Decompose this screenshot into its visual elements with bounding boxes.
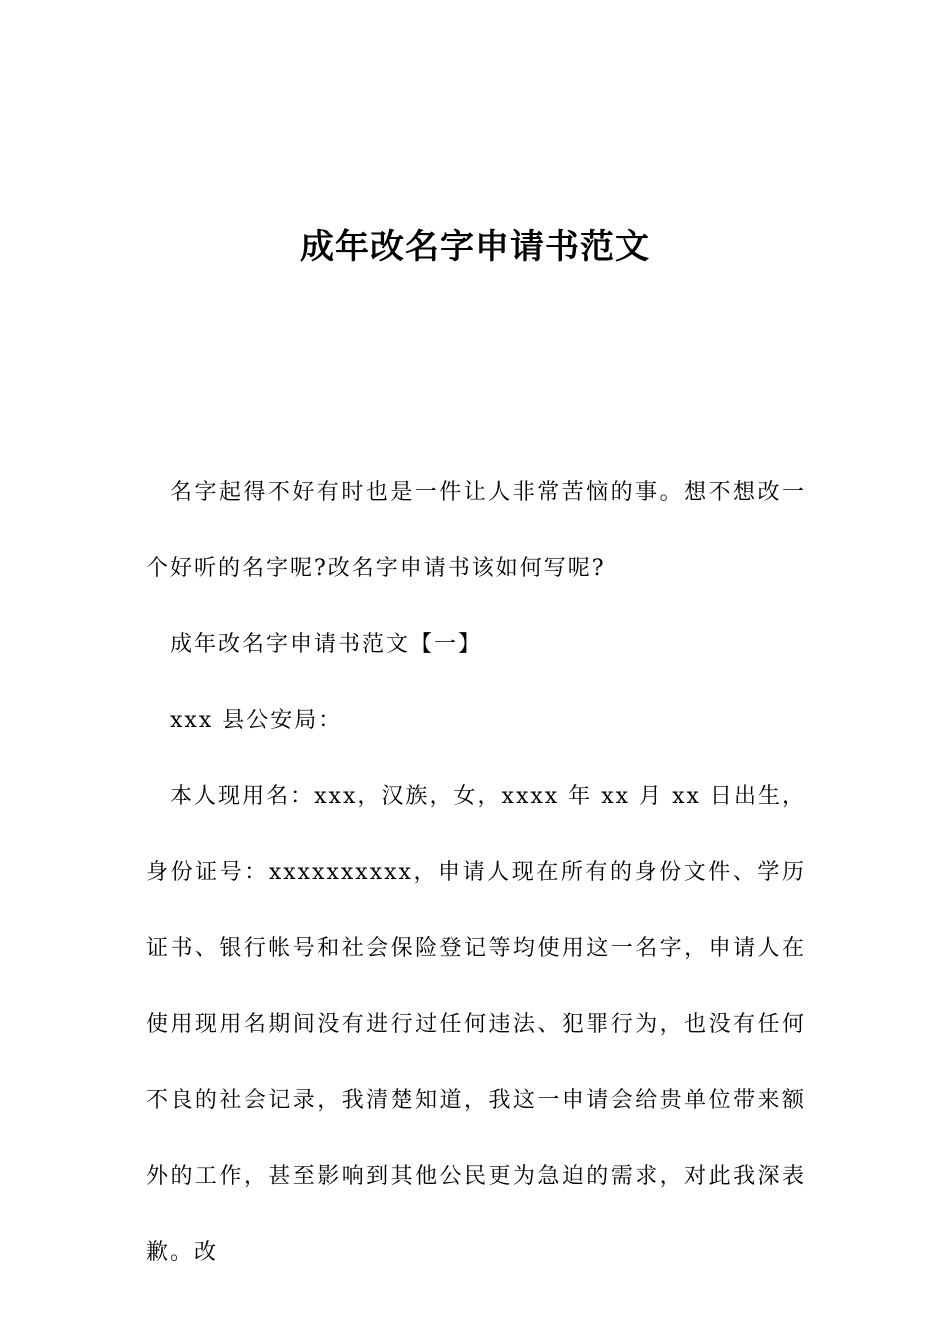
salutation: xxx 县公安局： bbox=[170, 708, 343, 733]
body-paragraph: 本人现用名：xxx，汉族，女，xxxx 年 xx 月 xx 日出生，身份证号：xxxxxxxxxx，申请人现在所有的身份文件、学历证书、银行帐号和社会保险登记等均使用这一名字，申请人在使用现用名期间没有进行过任何违法、犯罪行为，也没有任何不良的社会记录，我清楚知道，我这一申请会给贵单位带来额外的工作，甚至影响到其他公民更为急迫的需求，对此我深表歉。改 bbox=[146, 784, 806, 1265]
document-body bbox=[146, 455, 806, 1291]
intro-paragraph: 名字起得不好有时也是一件让人非常苦恼的事。想不想改一个好听的名字呢?改名字申请书该如何写呢? bbox=[146, 480, 806, 581]
document-title: 成年改名字申请书范文 bbox=[300, 227, 650, 267]
section-heading: 成年改名字申请书范文【一】 bbox=[170, 632, 483, 657]
